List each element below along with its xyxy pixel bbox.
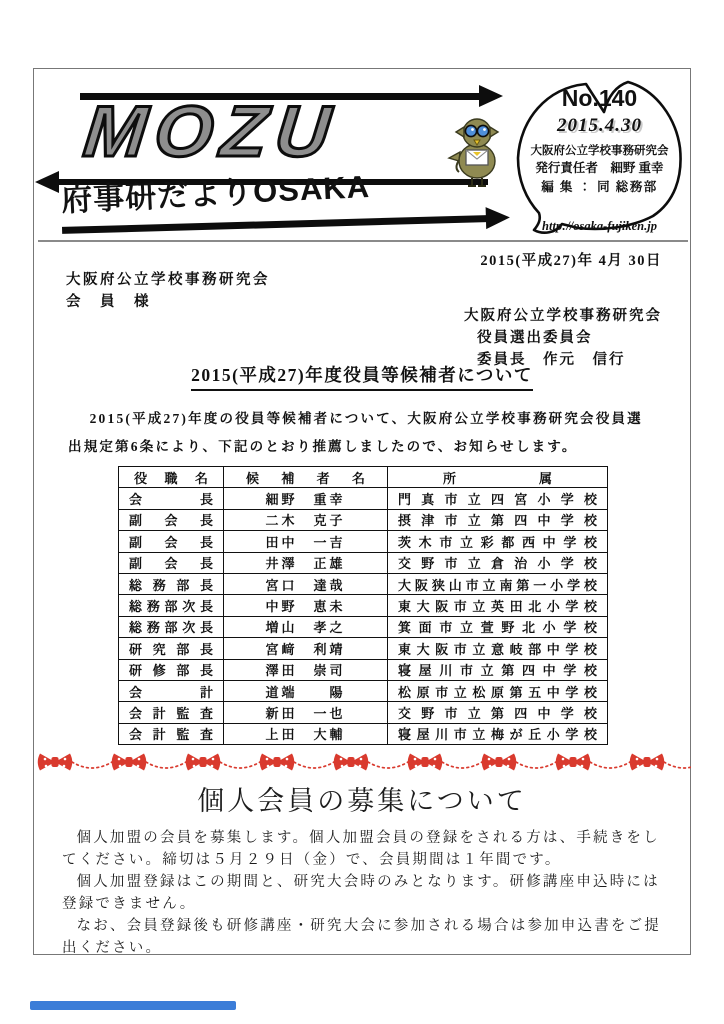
table-row — [119, 680, 608, 701]
document-body: 2015(平成27)年度の役員等候補者について、大阪府公立学校事務研究会役員選出規定第6条により、下記のとおり推薦しましたので、お知らせします。 — [68, 411, 643, 454]
cell-school: 寝屋川市立梅が丘小学校 — [388, 723, 608, 744]
badge-publisher: 発行責任者 細野 重幸 — [535, 160, 664, 175]
table-header-row — [119, 467, 608, 488]
recruit-paragraph: 個人加盟の会員を募集します。個人加盟会員の登録をされる方は、手続きをしてください。締切は５月２９日（金）で、会員期間は１年間です。 — [62, 830, 660, 869]
candidates-table — [118, 466, 608, 745]
header-affiliation: 所属 — [388, 467, 608, 488]
table-row — [119, 616, 608, 637]
table-row — [119, 723, 608, 744]
cell-school: 大阪狭山市立南第一小学校 — [388, 573, 608, 594]
cell-role: 総務部次長 — [119, 595, 224, 616]
logo-title: MOZU — [80, 92, 343, 172]
table-row — [119, 638, 608, 659]
sender-committee: 役員選出委員会 — [477, 330, 593, 346]
badge-editor: 編 集 ： 同 総務部 — [541, 179, 658, 194]
cell-name: 井澤 正雄 — [224, 552, 388, 573]
badge-url: http://osaka-fujiken.jp — [542, 219, 657, 234]
cell-role: 副会長 — [119, 552, 224, 573]
header-role: 役職名 — [119, 467, 224, 488]
cell-name: 澤田 崇司 — [224, 659, 388, 680]
recruit-paragraph: 個人加盟登録はこの期間と、研究大会時のみとなります。研修講座申込時には登録できません。 — [62, 874, 660, 913]
mascot-bird-icon — [446, 114, 508, 192]
table-row — [119, 531, 608, 552]
cell-role: 会計 — [119, 680, 224, 701]
cell-role: 研究部長 — [119, 638, 224, 659]
cell-role: 副会長 — [119, 531, 224, 552]
badge-org: 大阪府公立学校事務研究会 — [530, 144, 669, 157]
table-row — [119, 488, 608, 509]
issue-badge — [504, 72, 691, 240]
recruit-body — [62, 827, 664, 959]
table-row — [119, 509, 608, 530]
logo-subtitle: 府事研だよりOSAKA — [60, 169, 371, 218]
cell-role: 会長 — [119, 488, 224, 509]
cell-school: 松原市立松原第五中学校 — [388, 680, 608, 701]
badge-issue-number: No.140 — [561, 85, 638, 111]
badge-issue-date: 2015.4.30 — [557, 114, 642, 136]
cell-school: 東大阪市立意岐部中学校 — [388, 638, 608, 659]
table-row — [119, 659, 608, 680]
table-row — [119, 552, 608, 573]
sender-chair: 委員長 作元 信行 — [477, 352, 626, 368]
cell-name: 宮﨑 利靖 — [224, 638, 388, 659]
cell-role: 副会長 — [119, 509, 224, 530]
cell-name: 細野 重幸 — [224, 488, 388, 509]
horizontal-scrollbar-thumb[interactable] — [30, 1001, 236, 1010]
cell-name: 上田 大輔 — [224, 723, 388, 744]
cell-name: 中野 恵未 — [224, 595, 388, 616]
cell-role: 研修部長 — [119, 659, 224, 680]
table-row — [119, 573, 608, 594]
cell-role: 会計監査 — [119, 702, 224, 723]
cell-role: 総務部長 — [119, 573, 224, 594]
addressee-org: 大阪府公立学校事務研究会 — [66, 272, 270, 288]
addressee-block — [66, 269, 270, 313]
table-row — [119, 595, 608, 616]
date-line: 2015(平成27)年 4月 30日 — [480, 253, 662, 269]
cell-name: 増山 孝之 — [224, 616, 388, 637]
sender-org: 大阪府公立学校事務研究会 — [464, 308, 662, 324]
table-row — [119, 702, 608, 723]
header-divider — [38, 240, 688, 242]
cell-school: 箕面市立萱野北小学校 — [388, 616, 608, 637]
header-candidate: 候補者名 — [224, 467, 388, 488]
cell-school: 摂津市立第四中学校 — [388, 509, 608, 530]
cell-name: 田中 一吉 — [224, 531, 388, 552]
cell-role: 総務部次長 — [119, 616, 224, 637]
cell-school: 門真市立四宮小学校 — [388, 488, 608, 509]
cell-school: 交野市立倉治小学校 — [388, 552, 608, 573]
cell-name: 宮口 達哉 — [224, 573, 388, 594]
ribbon-bow-border — [33, 751, 691, 779]
cell-school: 交野市立第四中学校 — [388, 702, 608, 723]
cell-role: 会計監査 — [119, 723, 224, 744]
cell-name: 二木 克子 — [224, 509, 388, 530]
addressee-name: 会 員 様 — [66, 294, 151, 310]
cell-school: 茨木市立彩都西中学校 — [388, 531, 608, 552]
cell-school: 東大阪市立英田北小学校 — [388, 595, 608, 616]
cell-name: 道端 陽 — [224, 680, 388, 701]
cell-school: 寝屋川市立第四中学校 — [388, 659, 608, 680]
cell-name: 新田 一也 — [224, 702, 388, 723]
document-title: 2015(平成27)年度役員等候補者について — [0, 362, 724, 391]
recruit-heading: 個人会員の募集について — [197, 786, 527, 816]
recruit-paragraph: なお、会員登録後も研修講座・研究大会に参加される場合は参加申込書をご提出ください。 — [62, 918, 661, 957]
